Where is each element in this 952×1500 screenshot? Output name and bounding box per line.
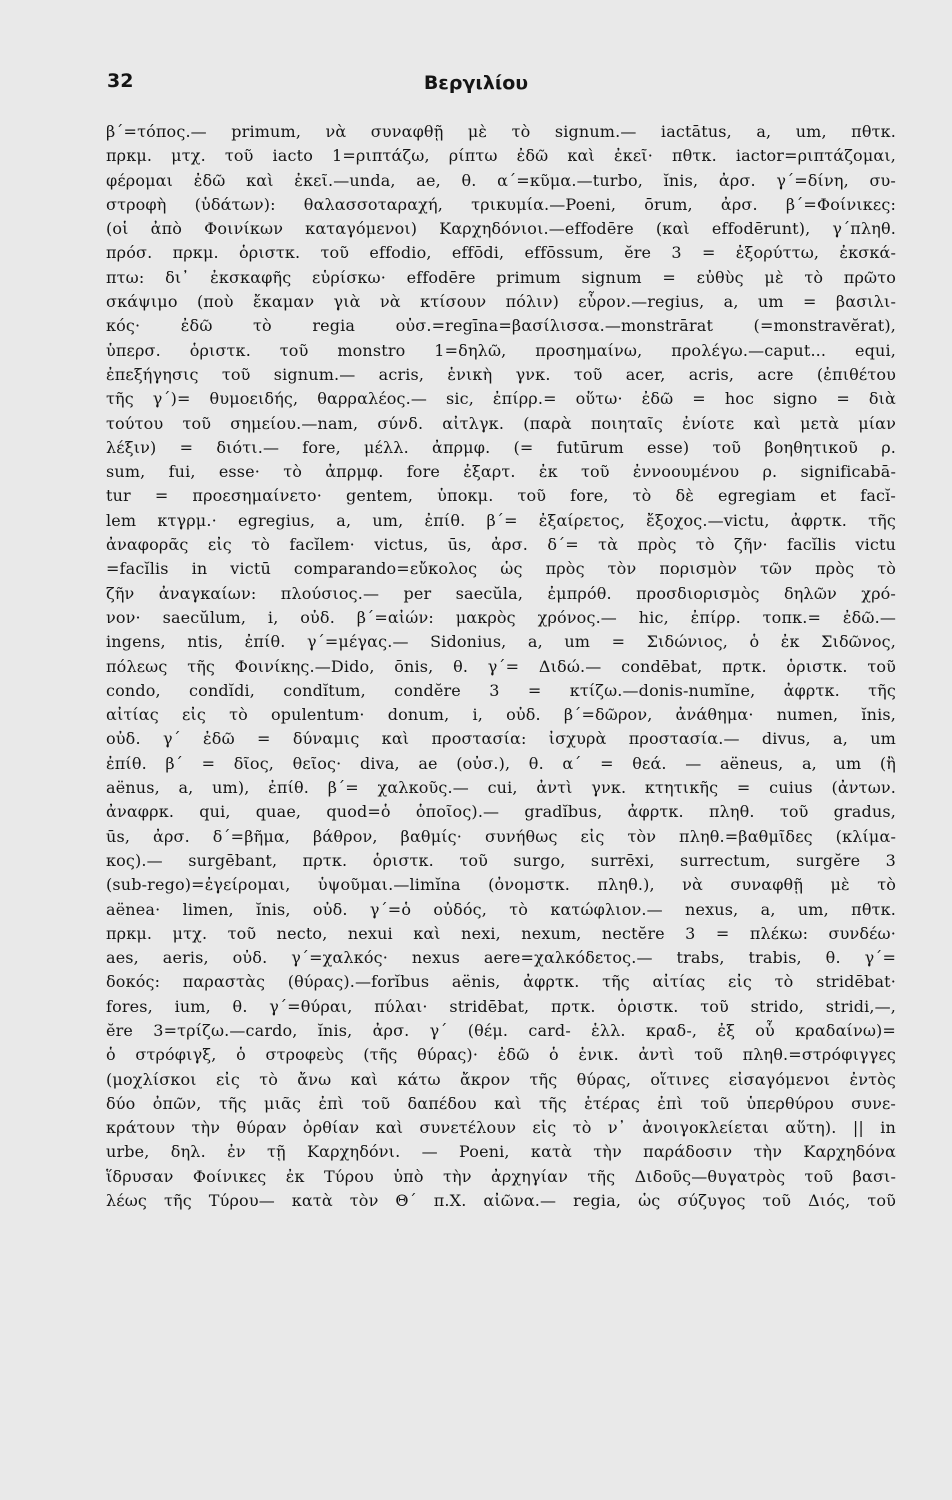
text-line: ingens, ntis, ἐπίθ. γ΄=μέγας.— Sidonius, a, um = Σιδώνιος, ὁ ἐκ Σιδῶνος, [106, 632, 896, 652]
text-line: πρόσ. πρκμ. ὁριστκ. τοῦ effodio, effōdi, effōssum, ĕre 3 = ἐξορύττω, ἐκσκά- [106, 243, 896, 263]
text-line: fores, ium, θ. γ΄=θύραι, πύλαι· stridēbat, πρτκ. ὁριστκ. τοῦ strido, stridi,—, [106, 996, 896, 1016]
text-line: ὁ στρόφιγξ, ὁ στροφεὺς (τῆς θύρας)· ἐδῶ ὁ ἑνικ. ἀντὶ τοῦ πληθ.=στρόφιγγες [106, 1045, 896, 1065]
text-line: πρκμ. μτχ. τοῦ necto, nexui καὶ nexi, nexum, nectĕre 3 = πλέκω: συνδέω· [106, 923, 896, 943]
running-head: Βεργιλίου [423, 72, 529, 94]
text-line: πρκμ. μτχ. τοῦ iacto 1=ριπτάζω, ρίπτω ἐδῶ καὶ ἐκεῖ· πθτκ. iactor=ριπτάζομαι, [106, 146, 896, 166]
text-line: νον· saecŭlum, i, οὐδ. β΄=αἰών: μακρὸς χρόνος.— hic, ἐπίρρ. τοπκ.= ἐδῶ.— [106, 607, 896, 627]
text-line: ūs, ἀρσ. δ΄=βῆμα, βάθρον, βαθμίς· συνήθως εἰς τὸν πληθ.=βαθμῖδες (κλίμα- [106, 826, 896, 846]
text-line: ἀναφρκ. qui, quae, quod=ὁ ὁποῖος).— gradĭbus, ἀφρτκ. πληθ. τοῦ gradus, [106, 802, 896, 822]
text-line: τῆς γ΄)= θυμοειδής, θαρραλέος.— sic, ἐπίρρ.= οὕτω· ἐδῶ = hoc signo = διὰ [106, 389, 896, 409]
text-line: ἀναφορᾶς εἰς τὸ facĭlem· victus, ūs, ἀρσ. δ΄= τὰ πρὸς τὸ ζῆν· facĭlis victu [106, 535, 896, 555]
text-line: ἵδρυσαν Φοίνικες ἐκ Τύρου ὑπὸ τὴν ἀρχηγίαν τῆς Διδοῦς—θυγατρὸς τοῦ βασι- [106, 1166, 896, 1186]
text-line: ἐπίθ. β΄ = δῖος, θεῖος· diva, ae (οὐσ.), θ. α΄ = θεά. — aëneus, a, um (ἢ [106, 753, 896, 773]
text-line [106, 1213, 896, 1237]
text-line: δύο ὀπῶν, τῆς μιᾶς ἐπὶ τοῦ δαπέδου καὶ τῆς ἑτέρας ἐπὶ τοῦ ὑπερθύρου συνε- [106, 1093, 896, 1113]
text-line: (sub-rego)=ἐγείρομαι, ὑψοῦμαι.—limĭna (ὀνομστκ. πληθ.), νὰ συναφθῇ μὲ τὸ [106, 875, 896, 895]
text-line: φέρομαι ἐδῶ καὶ ἐκεῖ.—unda, ae, θ. α΄=κῦμα.—turbo, ĭnis, ἀρσ. γ΄=δίνη, συ- [106, 170, 896, 190]
text-line: tur = προεσημαίνετο· gentem, ὑποκμ. τοῦ fore, τὸ δὲ egregiam et facĭ- [106, 486, 896, 506]
text-line: aes, aeris, οὐδ. γ΄=χαλκός· nexus aere=χαλκόδετος.— trabs, trabis, θ. γ΄= [106, 948, 896, 968]
text-line: πτω: δι᾽ ἐκσκαφῆς εὑρίσκω· effodēre primum signum = εὐθὺς μὲ τὸ πρῶτο [106, 267, 896, 287]
text-line: σκάψιμο (ποὺ ἔκαμαν γιὰ νὰ κτίσουν πόλιν) εὗρον.—regius, a, um = βασιλι- [106, 292, 896, 312]
text-line: condo, condĭdi, condĭtum, condĕre 3 = κτίζω.—donis-numĭne, ἀφρτκ. τῆς [106, 680, 896, 700]
text-line: ἐπεξήγησις τοῦ signum.— acris, ἑνικὴ γνκ. τοῦ acer, acris, acre (ἐπιθέτου [106, 364, 896, 384]
text-line: οὐδ. γ΄ ἐδῶ = δύναμις καὶ προστασία: ἰσχυρὰ προστασία.— divus, a, um [106, 729, 896, 749]
text-line: sum, fui, esse· τὸ ἀπρμφ. fore ἐξαρτ. ἐκ τοῦ ἐννοουμένου ρ. significabā- [106, 462, 896, 482]
text-line: ĕre 3=τρίζω.—cardo, ĭnis, ἀρσ. γ΄ (θέμ. card- ἑλλ. κραδ-, ἐξ οὗ κραδαίνω)= [106, 1020, 896, 1040]
text-line [106, 1238, 896, 1262]
text-line: (οἱ ἀπὸ Φοινίκων καταγόμενοι) Καρχηδόνιοι.—effodēre (καὶ effodērunt), γ΄πληθ. [106, 219, 896, 239]
text-line: aënus, a, um), ἐπίθ. β΄= χαλκοῦς.— cui, ἀντὶ γνκ. κτητικῆς = cuius (ἀντων. [106, 778, 896, 798]
text-line: urbe, δηλ. ἐν τῇ Καρχηδόνι. — Poeni, κατὰ τὴν παράδοσιν τὴν Καρχηδόνα [106, 1142, 896, 1162]
text-line: (μοχλίσκοι εἰς τὸ ἄνω καὶ κάτω ἄκρον τῆς θύρας, οἵτινες εἰσαγόμενοι ἐντὸς [106, 1069, 896, 1089]
text-line: τούτου τοῦ σημείου.—nam, σύνδ. αἰτλγκ. (παρὰ ποιηταῖς ἐνίοτε καὶ μετὰ μίαν [106, 413, 896, 433]
text-line: κράτουν τὴν θύραν ὀρθίαν καὶ συνετέλουν εἰς τὸ ν᾽ ἀνοιγοκλείεται αὕτη). || in [106, 1118, 896, 1138]
text-line: λέως τῆς Τύρου— κατὰ τὸν Θ΄ π.Χ. αἰῶνα.— regia, ὡς σύζυγος τοῦ Διός, τοῦ [106, 1191, 896, 1211]
text-line: αἰτίας εἰς τὸ opulentum· donum, i, οὐδ. β΄=δῶρον, ἀνάθημα· numen, ĭnis, [106, 705, 896, 725]
text-line: =facĭlis in victū comparando=εὔκολος ὡς πρὸς τὸν πορισμὸν τῶν πρὸς τὸ [106, 559, 896, 579]
text-line: aënea· limen, ĭnis, οὐδ. γ΄=ὁ οὐδός, τὸ κατώφλιον.— nexus, a, um, πθτκ. [106, 899, 896, 919]
text-line: λέξιν) = διότι.— fore, μέλλ. ἀπρμφ. (= futūrum esse) τοῦ βοηθητικοῦ ρ. [106, 437, 896, 457]
page-header [0, 66, 952, 102]
text-line: lem κτγρμ.· egregius, a, um, ἐπίθ. β΄= ἐξαίρετος, ἔξοχος.—victu, ἀφρτκ. τῆς [106, 510, 896, 530]
text-line: κός· ἐδῶ τὸ regia οὐσ.=regīna=βασίλισσα.—monstrārat (=monstravĕrat), [106, 316, 896, 336]
text-line: ὑπερσ. ὁριστκ. τοῦ monstro 1=δηλῶ, προσημαίνω, προλέγω.—caput... equi, [106, 340, 896, 360]
text-line: δοκός: παραστὰς (θύρας).—forĭbus aënis, ἀφρτκ. τῆς αἰτίας εἰς τὸ stridēbat· [106, 972, 896, 992]
text-line: β΄=τόπος.— primum, νὰ συναφθῇ μὲ τὸ signum.— iactātus, a, um, πθτκ. [106, 122, 896, 141]
text-line: στροφὴ (ὑδάτων): θαλασσοταραχή, τρικυμία.—Poeni, ōrum, ἀρσ. β΄=Φοίνικες: [106, 194, 896, 214]
text-line: ζῆν ἀναγκαίων: πλούσιος.— per saecŭla, ἐμπρόθ. προσδιορισμὸς δηλῶν χρό- [106, 583, 896, 603]
text-line: πόλεως τῆς Φοινίκης.—Dido, ōnis, θ. γ΄= Διδώ.— condēbat, πρτκ. ὁριστκ. τοῦ [106, 656, 896, 676]
text-line: κος).— surgēbant, πρτκ. ὁριστκ. τοῦ surgo, surrēxi, surrectum, surgĕre 3 [106, 850, 896, 870]
commentary-text [106, 120, 896, 1262]
page-number: 32 [107, 70, 134, 92]
